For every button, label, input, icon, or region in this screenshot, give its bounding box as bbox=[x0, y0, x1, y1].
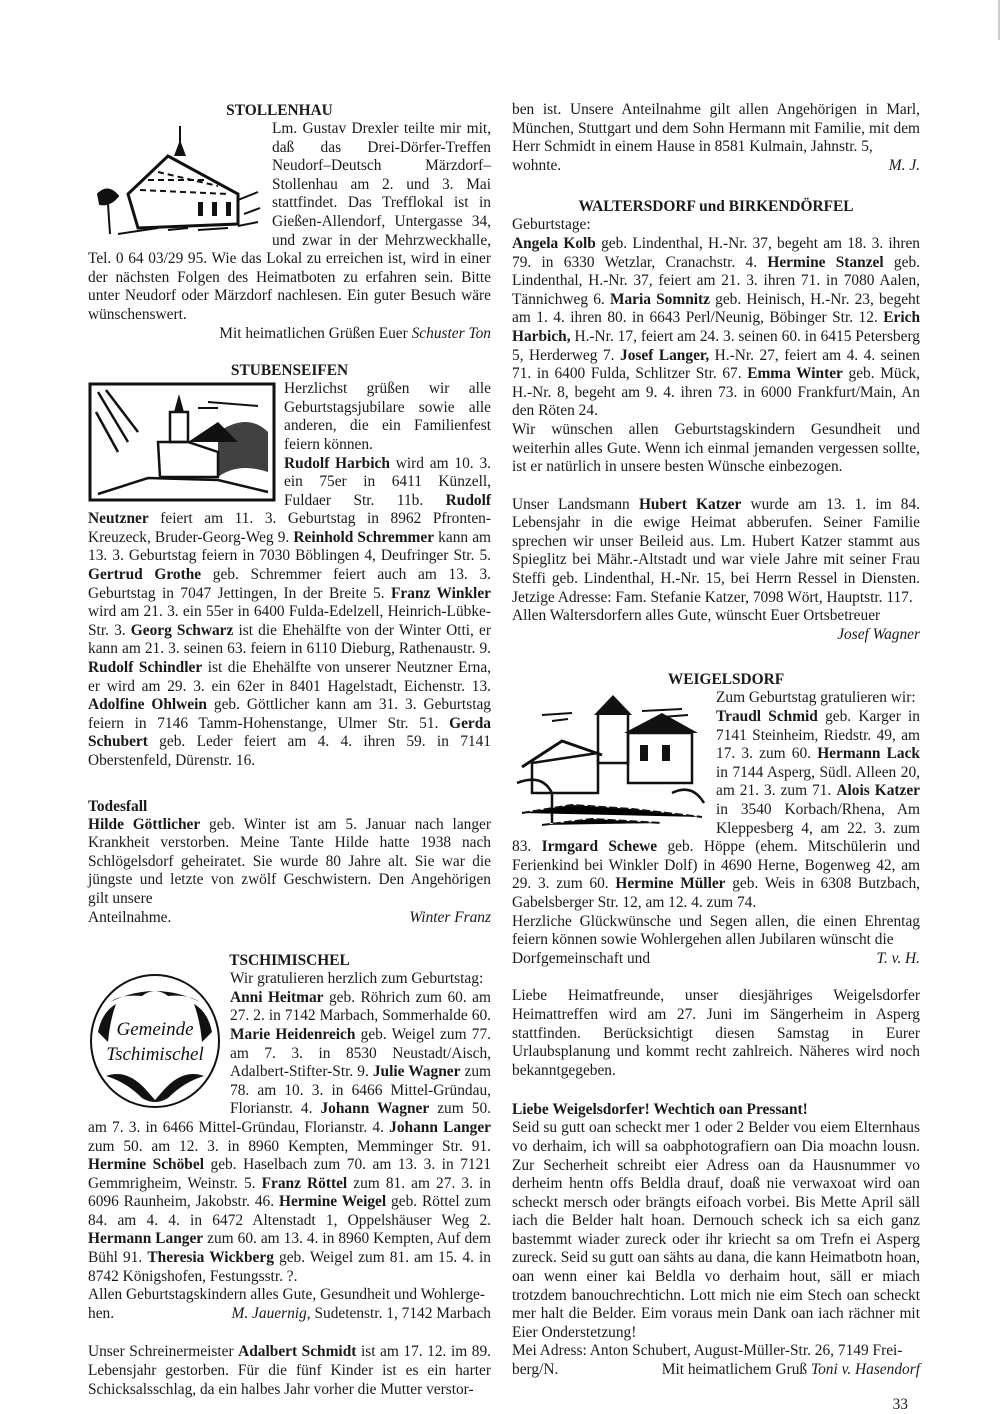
weigelsdorf-treffen bbox=[512, 987, 920, 1080]
text-run: ist die Ehehälfte von unserer Neutzner Erna, er wird am 29. 3. ein 62er in 8401 Hagelstadt, Eichenstr. 13. bbox=[88, 659, 491, 695]
pressant-text bbox=[512, 1119, 920, 1342]
text-run: geb. Röhrich zum 60. am 27. 2. in 7142 Marbach, Sommerhalde 60. bbox=[230, 988, 491, 1025]
person-name: Franz Winkler bbox=[391, 584, 491, 602]
signature-name: M. Jauernig, bbox=[231, 1304, 311, 1322]
heading-todesfall: Todesfall bbox=[88, 797, 148, 815]
text-run: zum 60. am 13. 4. in 8960 Kempten, Auf dem Bühl 91. bbox=[88, 1230, 491, 1267]
text-run: Zum Geburtstag gratulieren wir: bbox=[716, 689, 916, 707]
text-run: geb. Schremmer feiert auch am 13. 3. Geburtstag in 7047 Jettingen, In der Breite 5. bbox=[88, 566, 491, 602]
text-run: Wir gratulieren herzlich zum Geburtstag: bbox=[230, 970, 484, 988]
schmidt-signature: M. J. bbox=[888, 156, 920, 174]
gemeinde-seal bbox=[88, 972, 222, 1110]
person-name: Traudl Schmid bbox=[716, 708, 818, 726]
person-name: Josef Langer, bbox=[620, 346, 710, 364]
heading-stubenseifen: STUBENSEIFEN bbox=[230, 362, 349, 380]
person-name: Adalbert Schmidt bbox=[238, 1343, 357, 1361]
person-name: Emma Winter bbox=[747, 365, 843, 383]
section-stubenseifen bbox=[88, 361, 491, 770]
text-run: wird am 21. 3. ein 55er in 6400 Fulda-Edelzell, Heinrich-Lübke-Str. 3. bbox=[88, 603, 491, 639]
signature-name: Schuster Ton bbox=[411, 324, 491, 342]
text-run: Herzlichst grüßen wir alle Geburtstagsjubilare sowie alle anderen, die ein Familienfest feiern können. bbox=[284, 380, 491, 453]
text-run: geb. Weis in 6308 Butzbach, Gabelsberger Str. 12, am 12. 4. zum 74. bbox=[512, 875, 920, 911]
person-name: Johann Wagner bbox=[320, 1100, 430, 1118]
text-run: Wir wünschen allen Geburtstagskindern Gesundheit und weiterhin alles Gute. Wenn ich einmal jemanden vergessen sollte, ist er natürlich in unsere besten Wünsche einbezogen. bbox=[512, 420, 920, 476]
text-run: geb. Haselbach zum 70. am 13. 3. in 7121 Gemmrigheim, Weinstr. 5. bbox=[88, 1156, 491, 1192]
heading-waltersdorf: WALTERSDORF und BIRKENDÖRFEL bbox=[578, 198, 854, 216]
text-run: geb. Lindenthal, H.-Nr. 37, feiert am 21. 3. ihren 71. in 7080 Aalen, Tännichweg 6. bbox=[512, 253, 920, 308]
tschimischel-last-text: hen. bbox=[88, 1304, 115, 1322]
text-run: wird am 10. 3. ein 75er in 6411 Künzell, Fuldaer Str. 11b. bbox=[284, 454, 492, 509]
signature-address: Sudetenstr. 1, 7142 Marbach bbox=[310, 1304, 491, 1322]
todesfall-text bbox=[88, 816, 491, 909]
section-todesfall bbox=[88, 797, 491, 928]
katzer-obituary bbox=[512, 496, 920, 608]
person-name: Marie Heidenreich bbox=[230, 1025, 356, 1043]
text-run: Mit heimatlichen Grüßen Euer bbox=[219, 324, 412, 342]
text-run: zum 81. am 27. 3. in 6096 Raunheim, Jakobstr. 46. bbox=[88, 1174, 491, 1211]
schmidt-last-line bbox=[512, 157, 920, 176]
person-name: Alois Katzer bbox=[836, 782, 921, 800]
text-run: Allen Geburtstagskindern alles Gute, Gesundheit und Wohlerge- bbox=[88, 1286, 485, 1304]
todesfall-signature: Winter Franz bbox=[409, 908, 491, 926]
waltersdorf-intro: Geburtstage: bbox=[512, 216, 591, 234]
person-name: Anni Heitmar bbox=[230, 988, 324, 1006]
text-run: geb. Karger in 7141 Steinheim, Riedstr. 49, am 17. 3. zum 60. bbox=[716, 708, 921, 763]
signature-name: Toni v. Hasendorf bbox=[810, 1361, 920, 1379]
text-run: in 7144 Asperg, Südl. Alleen 20, am 21. 3. zum 71. bbox=[716, 763, 920, 800]
tschimischel-last-line bbox=[88, 1305, 491, 1324]
person-name: Angela Kolb bbox=[512, 234, 596, 252]
church-illustration bbox=[88, 382, 276, 502]
text-run: geb. Höppe (ehem. Mitschülerin und Ferienkind bei Winkler Dolf) in 4690 Herne, Bogenweg 42, am 29. 3. zum 60. bbox=[512, 838, 920, 893]
weigelsdorf-signature: T. v. H. bbox=[876, 949, 920, 967]
pressant-address bbox=[512, 1342, 920, 1361]
weigelsdorf-last-line bbox=[512, 950, 920, 969]
heading-weigelsdorf: WEIGELSDORF bbox=[667, 671, 785, 689]
waltersdorf-birthdays bbox=[512, 235, 920, 421]
schmidt-last-text: wohnte. bbox=[512, 156, 562, 174]
heading-tschimischel: TSCHIMISCHEL bbox=[229, 952, 350, 970]
person-name: Maria Somnitz bbox=[609, 290, 710, 308]
person-name: Gertrud Grothe bbox=[88, 566, 202, 584]
heading-stollenhau: STOLLENHAU bbox=[226, 102, 333, 119]
text-run: geb. Weigel zum 81. am 15. 4. in 8742 Königshofen, Festungsstr. ?. bbox=[88, 1249, 491, 1285]
todesfall-last-text: Anteilnahme. bbox=[88, 908, 172, 926]
waltersdorf-signature: Josef Wagner bbox=[837, 625, 920, 643]
text-run: geb. Göttlicher kann am 31. 3. Geburtstag feiern in 7146 Tamm-Hohenstange, Ulmer Str. 51. bbox=[88, 696, 492, 732]
person-name: Hermine Weigel bbox=[278, 1193, 387, 1211]
person-name: Reinhold Schremmer bbox=[293, 528, 435, 546]
waltersdorf-closing: Allen Waltersdorfern alles Gute, wünscht Euer Ortsbetreuer bbox=[512, 607, 881, 625]
person-name: Hermine Stanzel bbox=[767, 253, 884, 271]
section-pressant bbox=[512, 1100, 920, 1379]
text-run: Lm. Gustav Drexler teilte mir mit, daß das Drei-Dörfer-Treffen Neudorf–Deutsch Märzdorf–Stollenhau am 2. und 3. Mai stattfindet. Das Trefflokal ist in Gießen-Allendorf, Untergasse 34, und zwar in der Mehrzweckhalle, Tel. 0 64 03/29 95. Wie das Lokal zu erreichen ist, wird in einer der nächsten Folgen des Heimatboten zu erfahren sein. Bitte unter Neudorf oder Märzdorf nachlesen. Ein guter Besuch wäre wünschenswert. bbox=[88, 120, 491, 323]
person-name: Rudolf Neutzner bbox=[88, 491, 491, 528]
signature-greeting: Mit heimatlichem Gruß bbox=[661, 1361, 811, 1379]
pressant-last-line bbox=[512, 1361, 920, 1380]
pressant-signature bbox=[662, 1361, 920, 1380]
text-run: Seid su gutt oan scheckt mer 1 oder 2 Belder vou eiem Elternhaus vo derhaim, ich will sa oabphotografiern oan Dia moachn lousn. Zur Secherheit schreibt eier Adress oan da Hausnummer vo derheim hentn offs Beldla drauf, doaß nie verwaxoat wird oan scheckt mersch oder brängts eifoach vorbei. Bis Mette April säll iach die Belder halt hoan. Dernouch scheck ich sa eich ganz bastemmt wiader zureck oder ihr kriecht sa om Trefn ei Asperg zureck. Seid su gutt oan sähts au dana, die kann Heimatbotn hoan, oan wenn einer kai Beldla vo derhaim hout, säll er miach trotzdem banouchrechtichn. Lott mich nie eim Stech oan scheckt mer halt die Belder. Eim voraus mein Dank oan iach rächner mit Eier Onderstetzung! bbox=[512, 1119, 920, 1341]
text-run: zum 50. am 7. 3. in 6466 Mittel-Gründau, Florianstr. 4. bbox=[88, 1100, 491, 1136]
text-run: zum 78. am 10. 3. in 6466 Mittel-Gründau, Florianstr. 4. bbox=[230, 1063, 491, 1118]
text-run: Liebe Heimatfreunde, unser diesjähriges Weigelsdorfer Heimattreffen wird am 27. Juni im Sängerheim in Asperg stattfinden. Berücksichtigt diesen Samstag in Eurer Urlaubsplanung und kommt recht zahlreich. Näheres wird noch bekanntgegeben. bbox=[512, 987, 920, 1079]
right-column-content bbox=[512, 101, 920, 1380]
person-name: Erich Harbich, bbox=[512, 309, 920, 345]
person-name: Hermine Schöbel bbox=[88, 1156, 204, 1174]
schmidt-obituary-continued bbox=[512, 101, 920, 157]
text-run: geb. Mück, H.-Nr. 8, begeht am 9. 4. ihren 73. in 6000 Frankfurt/Main, An den Röten 24. bbox=[512, 365, 920, 420]
text-run: feiert am 11. 3. Geburtstag in 8962 Pfronten-Kreuzeck, Bruder-Georg-Weg 9. bbox=[88, 510, 491, 546]
text-run: geb. Weigel zum 77. am 7. 3. in 8530 Neustadt/Aisch, Adalbert-Stifter-Str. 9. bbox=[230, 1025, 491, 1081]
chapel-illustration bbox=[88, 124, 264, 242]
text-run: H.-Nr. 17, feiert am 24. 3. seinen 60. in 6415 Petersberg 5, Herderweg 7. bbox=[512, 327, 920, 364]
text-run: geb. Leder feiert am 4. 4. ihren 59. in 7141 Oberstenfeld, Dürenstr. 16. bbox=[88, 733, 491, 769]
text-run: ben ist. Unsere Anteilnahme gilt allen Angehörigen in Marl, München, Stuttgart und dem Sohn Hermann mit Familie, mit dem Herr Schmidt in einem Hause in 8581 Kulmain, Jahnstr. 5, bbox=[512, 101, 920, 156]
text-run: kann am 13. 3. Geburtstag feiern in 7030 Böblingen 4, Deufringer Str. 5. bbox=[88, 528, 492, 565]
seal-text-tschimischel: Tschimischel bbox=[106, 1044, 204, 1066]
person-name: Irmgard Schewe bbox=[541, 838, 658, 856]
person-name: Georg Schwarz bbox=[130, 621, 234, 639]
stollenhau-signature bbox=[88, 325, 491, 344]
section-stollenhau bbox=[88, 101, 491, 343]
schmidt-obituary bbox=[88, 1343, 491, 1399]
person-name: Gerda Schubert bbox=[88, 714, 491, 751]
heading-pressant: Liebe Weigelsdorfer! Wechtich oan Pressant! bbox=[512, 1101, 808, 1119]
todesfall-last-line bbox=[88, 909, 491, 928]
person-name: Hubert Katzer bbox=[638, 495, 742, 513]
text-run: zum 50. am 12. 3. in 8960 Kempten, Memminger Str. 91. bbox=[88, 1137, 491, 1155]
section-waltersdorf bbox=[512, 197, 920, 644]
person-name: Franz Röttel bbox=[261, 1174, 348, 1192]
person-name: Rudolf Harbich bbox=[284, 454, 390, 472]
text-run: geb. Lindenthal, H.-Nr. 37, begeht am 18. 3. ihren 79. in 6330 Wetzlar, Cranachstr. 4. bbox=[512, 234, 920, 271]
person-name: Theresia Wickberg bbox=[147, 1249, 274, 1267]
text-run: Herzliche Glückwünsche und Segen allen, die einen Ehrentag feiern können sowie Wohlergehen allen Jubilaren wünscht die bbox=[512, 912, 920, 949]
tschimischel-signature bbox=[232, 1305, 491, 1324]
section-tschimischel bbox=[88, 951, 491, 1323]
text-run: H.-Nr. 27, feiert am 4. 4. seinen 71. in 6400 Fulda, Schlitzer Str. 67. bbox=[512, 346, 921, 383]
text-run: Mei Adress: Anton Schubert, August-Müller-Str. 26, 7149 Frei- bbox=[512, 1342, 903, 1360]
waltersdorf-wishes bbox=[512, 421, 920, 477]
page-number: 33 bbox=[892, 1395, 908, 1413]
text-run: geb. Winter ist am 5. Januar nach langer Krankheit verstorben. Meine Tante Hilde hatte 1938 nach Schlögelsdorf geheiratet. Sie wurde 80 Jahre alt. Sie war die jüngste und letzte von zwölf Geschwistern. Den Angehörigen gilt unsere bbox=[88, 815, 491, 907]
village-church-illustration bbox=[512, 693, 708, 833]
text-run: Unser Schreinermeister bbox=[88, 1343, 239, 1361]
right-column bbox=[512, 101, 920, 1414]
person-name: Hilde Göttlicher bbox=[88, 815, 201, 833]
tschimischel-wishes bbox=[88, 1286, 491, 1305]
text-run: wurde am 13. 1. im 84. Lebensjahr in die ewige Heimat abberufen. Seiner Familie sprechen wir unser Beileid aus. Lm. Hubert Katzer stammt aus Spieglitz bei Mähr.-Altstadt und war viele Jahre mit seiner Frau Steffi geb. Lindenthal, H.-Nr. 15, bei Herrn Ressel in Diensten. Jetzige Adresse: Fam. Stefanie Katzer, 7098 Wört, Hauptstr. 117. bbox=[512, 495, 920, 606]
weigelsdorf-wishes bbox=[512, 913, 920, 950]
text-run: ist die Ehehälfte von der Winter Otti, er kann am 21. 3. seinen 63. feiern in 6110 Dieburg, Rathenaustr. 9. bbox=[88, 621, 491, 658]
person-name: Hermann Langer bbox=[88, 1230, 204, 1248]
text-run: in 3540 Korbach/Rhena, Am Kleppesberg 4, am 22. 3. zum 83. bbox=[512, 801, 920, 856]
person-name: Adolfine Ohlwein bbox=[88, 696, 207, 714]
text-run: geb. Röttel zum 84. am 4. 4. in 6472 Altenstadt 1, Oppelshäuser Weg 2. bbox=[88, 1193, 491, 1229]
person-name: Johann Langer bbox=[389, 1118, 491, 1136]
section-weigelsdorf bbox=[512, 670, 920, 1080]
weigelsdorf-last-text: Dorfgemeinschaft und bbox=[512, 949, 651, 967]
person-name: Rudolf Schindler bbox=[88, 659, 203, 677]
person-name: Hermine Müller bbox=[615, 875, 726, 893]
person-name: Hermann Lack bbox=[817, 745, 920, 763]
text-run: Unser Landsmann bbox=[512, 495, 639, 513]
pressant-last-text: berg/N. bbox=[512, 1361, 559, 1379]
person-name: Julie Wagner bbox=[372, 1063, 461, 1081]
text-run: ist am 17. 12. im 89. Lebensjahr gestorben. Für die fünf Kinder ist es ein harter Schicksalsschlag, da ein halbes Jahr vorher die Mutter verstor- bbox=[88, 1343, 491, 1398]
left-column bbox=[88, 101, 491, 1399]
seal-text-gemeinde: Gemeinde bbox=[116, 1019, 194, 1041]
text-run: geb. Heinisch, H.-Nr. 23, begeht am 1. 4. ihren 80. in 6643 Perl/Neunig, Böbinger Str. 12. bbox=[512, 290, 921, 327]
